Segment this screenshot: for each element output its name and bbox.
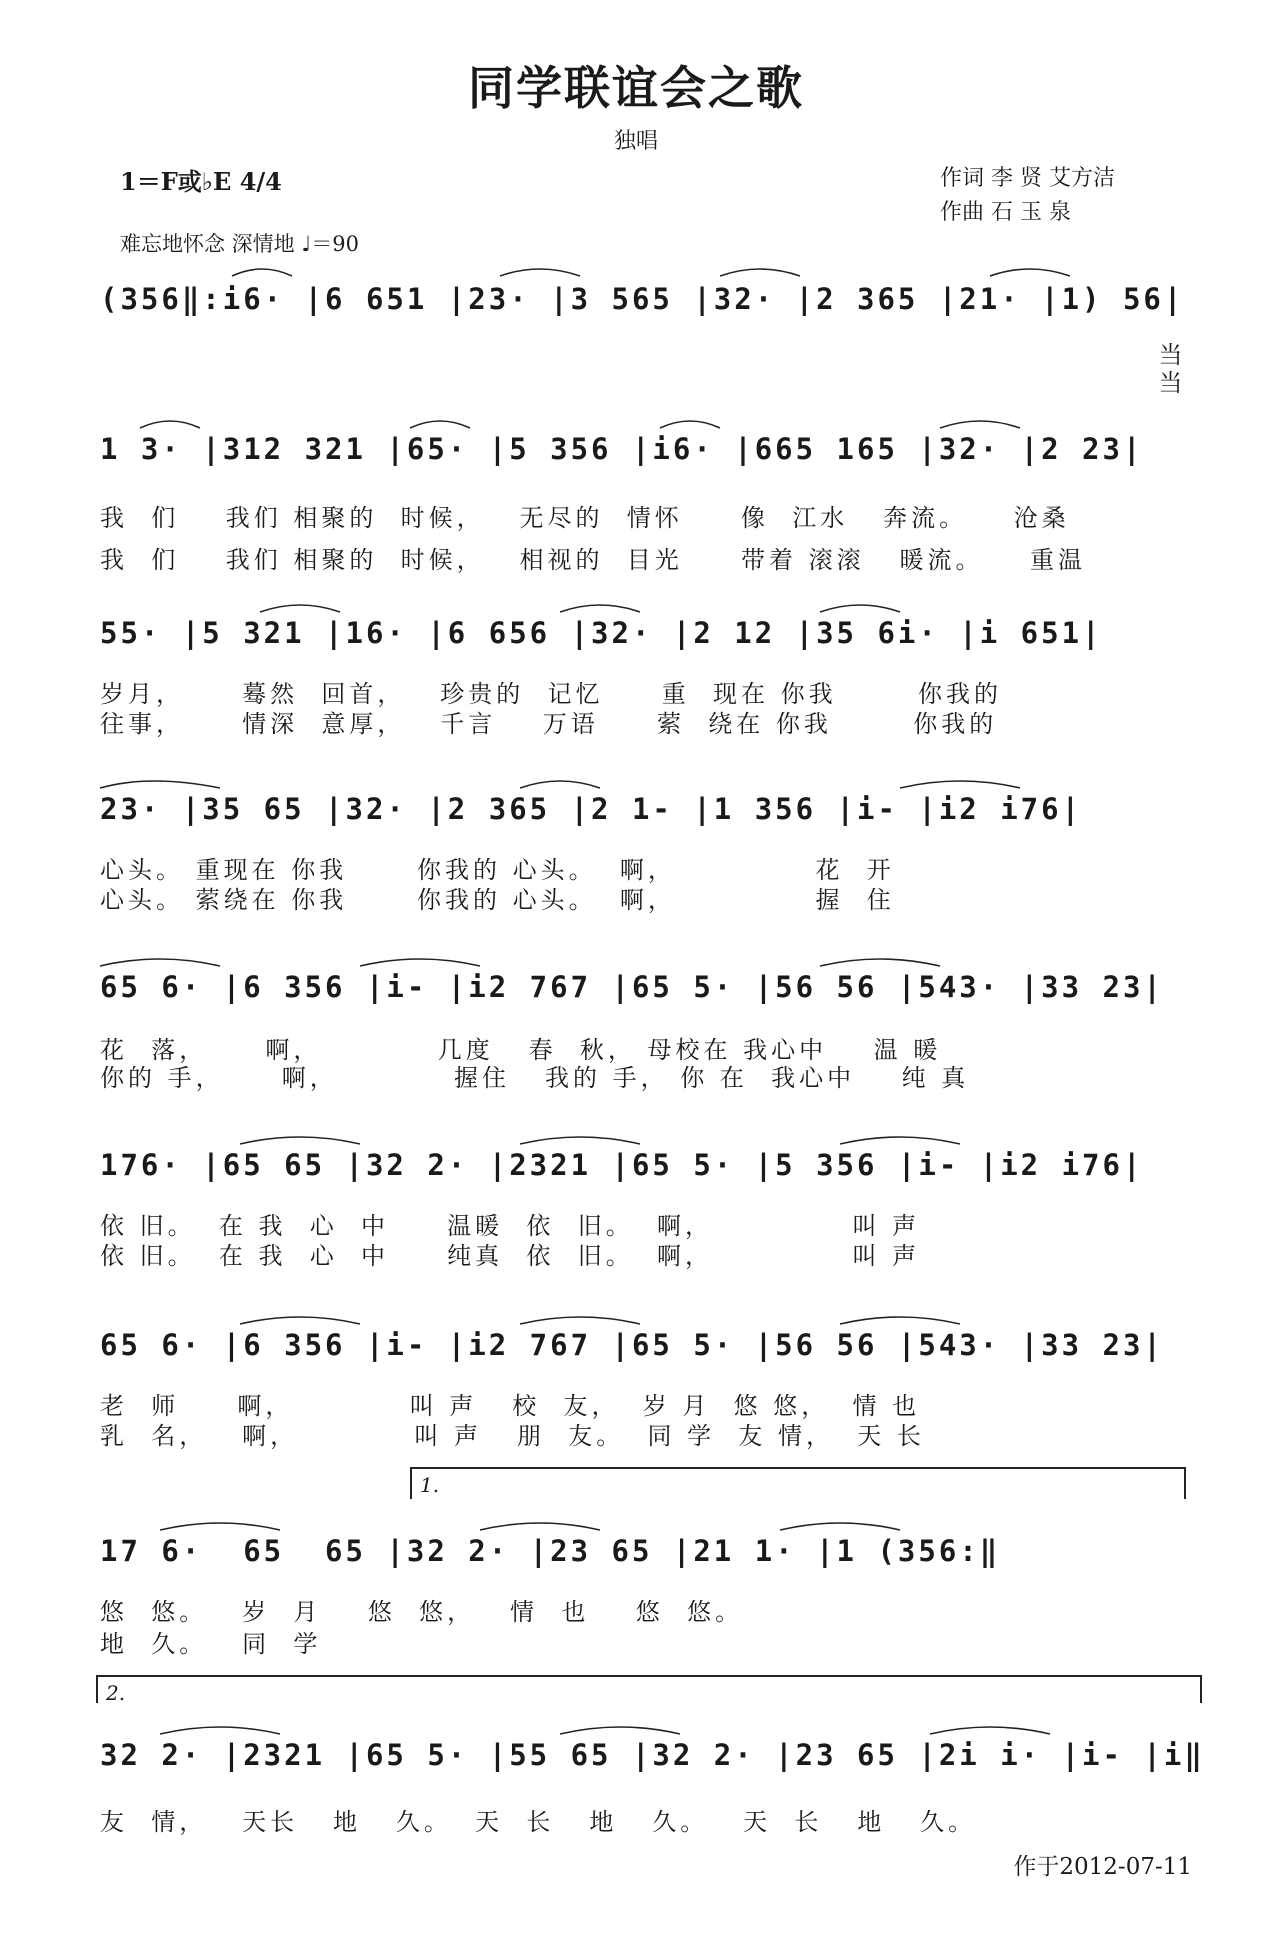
notation-line-3: 55· |5 321 |16· |6 656 |32· |2 12 |35 6i· |i 651| — [100, 616, 1103, 650]
slur — [720, 269, 800, 276]
first-ending-bracket — [410, 1467, 1186, 1499]
slur — [240, 1137, 360, 1144]
lyric-line-2b: 我 们 我们 相聚的 时候， 相视的 目光 带着 滚滚 暖流。 重温 — [100, 546, 1086, 574]
slur — [520, 781, 600, 788]
second-ending-bracket — [96, 1675, 1202, 1703]
lyricist-credit: 作词 李 贤 艾方洁 — [940, 166, 1115, 191]
slur — [900, 781, 1020, 788]
credits — [940, 162, 1115, 230]
lyric-line-7b: 乳 名， 啊， 叫 声 朋 友。 同 学 友 情， 天 长 — [100, 1422, 925, 1450]
performance-type: 独唱 — [613, 129, 658, 154]
slur — [360, 959, 480, 966]
slur — [100, 959, 220, 966]
lyric-line-2a: 我 们 我们 相聚的 时候， 无尽的 情怀 像 江水 奔流。 沧桑 — [100, 504, 1070, 532]
composer-credit: 作曲 石 玉 泉 — [940, 200, 1071, 225]
slur — [820, 959, 940, 966]
slur — [232, 269, 292, 276]
slur — [410, 421, 470, 428]
slur — [780, 1523, 900, 1530]
first-ending-label: 1. — [420, 1473, 440, 1497]
slur — [840, 1137, 960, 1144]
slur — [560, 1727, 680, 1734]
song-title: 同学联谊会之歌 — [468, 61, 804, 115]
lyric-line-1a: 当当 — [1154, 342, 1182, 398]
composition-date: 作于2012-07-11 — [1013, 1854, 1192, 1880]
notation-line-2: 1 3· |312 321 |65· |5 356 |i6· |665 165 |32· |2 23| — [100, 432, 1144, 466]
notation-line-9: 32 2· |2321 |65 5· |55 65 |32 2· |23 65 |2i i· |i- |i‖ — [100, 1738, 1205, 1772]
lyric-line-8b: 地 久。 同 学 — [100, 1630, 322, 1658]
notation-line-4: 23· |35 65 |32· |2 365 |2 1- |1 356 |i- |i2 i76| — [100, 792, 1083, 826]
lyric-line-3a: 岁月， 蓦然 回首， 珍贵的 记忆 重 现在 你我 你我的 — [100, 680, 1002, 708]
slur — [930, 1727, 1050, 1734]
slur — [140, 421, 200, 428]
key-signature: 1＝F或♭E 4/4 — [120, 167, 282, 196]
slur — [520, 1317, 640, 1324]
slur — [160, 1727, 280, 1734]
lyric-line-4a: 心头。 重现在 你我 你我的 心头。 啊， 花 开 — [100, 856, 895, 884]
slur — [100, 781, 220, 788]
slur — [560, 605, 640, 612]
slur — [660, 421, 720, 428]
second-ending-label: 2. — [106, 1681, 126, 1705]
tempo-marking: 难忘地怀念 深情地 ♩＝90 — [120, 232, 359, 256]
lyric-line-8a: 悠 悠。 岁 月 悠 悠， 情 也 悠 悠。 — [100, 1598, 744, 1626]
lyric-line-5b: 你的 手， 啊， 握住 我的 手， 你 在 我心中 纯 真 — [100, 1064, 970, 1092]
slur — [940, 421, 1020, 428]
slur — [240, 1317, 360, 1324]
notation-line-8: 17 6· 65 65 |32 2· |23 65 |21 1· |1 (356:‖ — [100, 1534, 1001, 1568]
notation-line-1: (356‖:i6· |6 651 |23· |3 565 |32· |2 365 |21· |1) 56| — [100, 282, 1185, 316]
lyric-line-3b: 往事， 情深 意厚， 千言 万语 萦 绕在 你我 你我的 — [100, 710, 998, 738]
lyric-line-7a: 老 师 啊， 叫 声 校 友， 岁 月 悠 悠， 情 也 — [100, 1392, 921, 1420]
slur — [990, 269, 1070, 276]
slur — [160, 1523, 280, 1530]
slur — [480, 1523, 600, 1530]
slur — [520, 1137, 640, 1144]
lyric-line-6a: 依 旧。 在 我 心 中 温暖 依 旧。 啊， 叫 声 — [100, 1212, 921, 1240]
slur — [840, 1317, 960, 1324]
slur — [260, 605, 340, 612]
notation-line-5: 65 6· |6 356 |i- |i2 767 |65 5· |56 56 |543· |33 23| — [100, 970, 1164, 1004]
slur — [500, 269, 580, 276]
notation-line-7: 65 6· |6 356 |i- |i2 767 |65 5· |56 56 |543· |33 23| — [100, 1328, 1164, 1362]
lyric-line-5a: 花 落， 啊， 几度 春 秋， 母校在 我心中 温 暖 — [100, 1036, 942, 1064]
slur — [820, 605, 900, 612]
lyric-line-6b: 依 旧。 在 我 心 中 纯真 依 旧。 啊， 叫 声 — [100, 1242, 921, 1270]
lyric-line-4b: 心头。 萦绕在 你我 你我的 心头。 啊， 握 住 — [100, 886, 895, 914]
lyric-line-9a: 友 情， 天长 地 久。 天 长 地 久。 天 长 地 久。 — [100, 1808, 977, 1836]
notation-line-6: 176· |65 65 |32 2· |2321 |65 5· |5 356 |i- |i2 i76| — [100, 1148, 1144, 1182]
